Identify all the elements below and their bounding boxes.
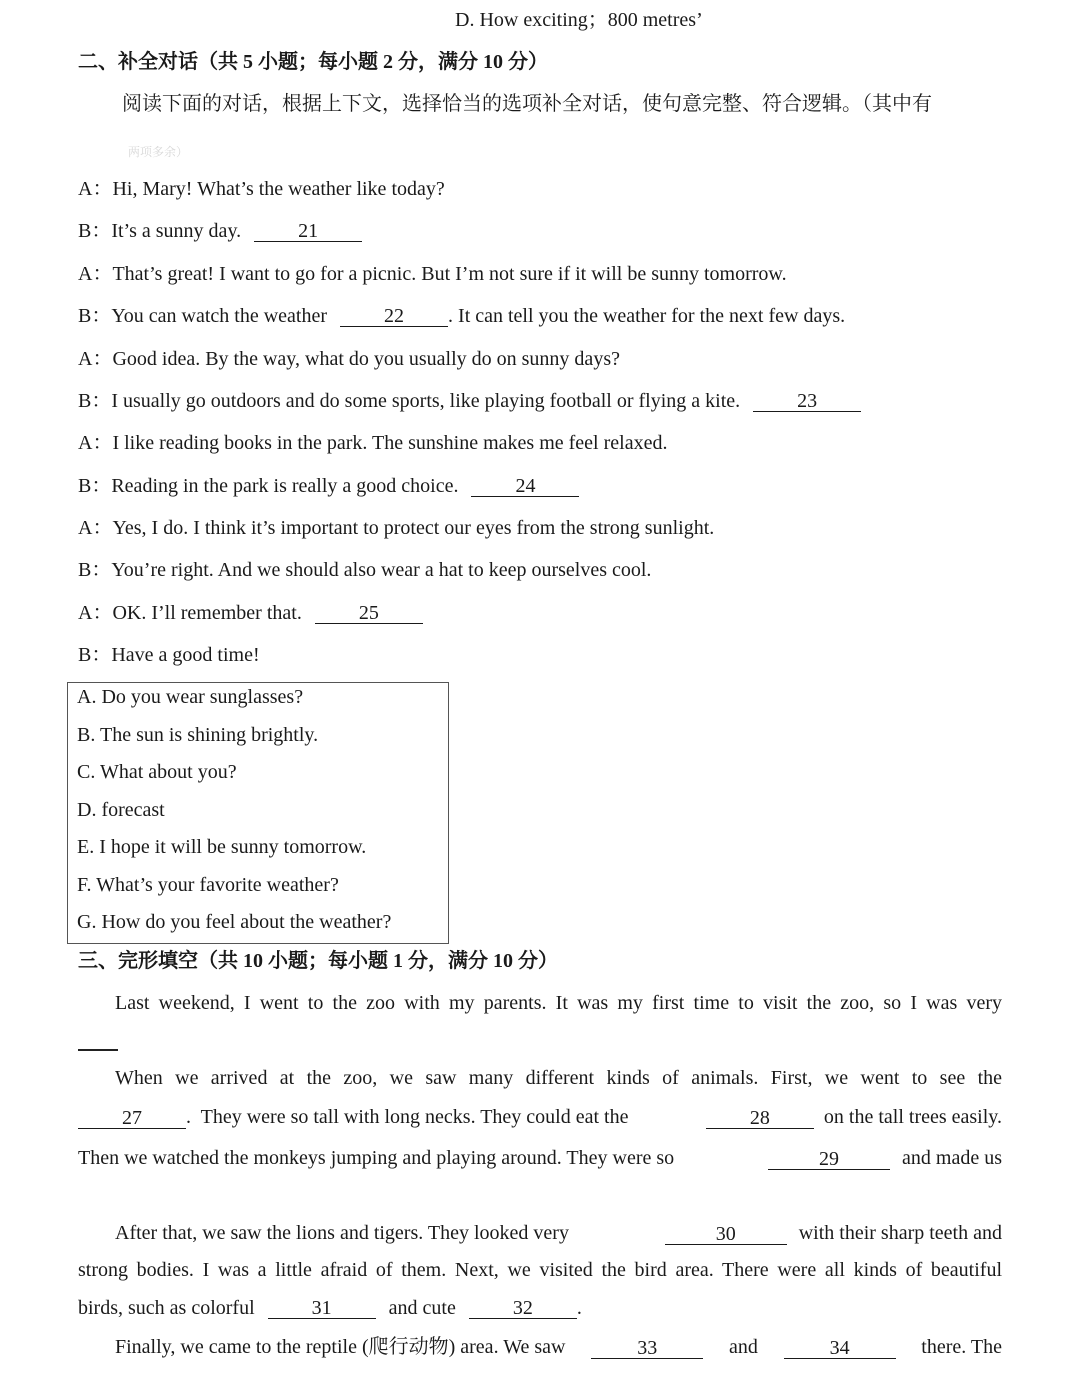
section-2-instruction-faded: 两项多余） <box>128 145 189 159</box>
section-2-instruction: 阅读下面的对话，根据上下文，选择恰当的选项补全对话，使句意完整、符合逻辑。（其中有 <box>122 93 932 115</box>
answer-blank-33[interactable]: 33 <box>591 1338 703 1359</box>
dialogue-line-2: B：It’s a sunny day. 21 <box>78 219 362 243</box>
options-box <box>67 682 449 944</box>
option-b: B. The sun is shining brightly. <box>77 724 319 746</box>
dialogue-line-11: A：OK. I’ll remember that. 25 <box>78 601 423 625</box>
cloze-blank-26-stub <box>78 1049 118 1051</box>
answer-blank-30[interactable]: 30 <box>665 1224 787 1245</box>
option-g: G. How do you feel about the weather? <box>77 911 392 933</box>
cloze-paragraph-2-line-1: When we arrived at the zoo, we saw many different kinds of animals. First, we went to see the <box>115 1067 1002 1089</box>
dialogue-line-9: A：Yes, I do. I think it’s important to protect our eyes from the strong sunlight. <box>78 517 715 539</box>
answer-blank-29[interactable]: 29 <box>768 1149 890 1170</box>
dialogue-line-10: B：You’re right. And we should also wear a hat to keep ourselves cool. <box>78 559 652 581</box>
cloze-paragraph-3-line-1: After that, we saw the lions and tigers. They looked very 30 with their sharp teeth and <box>115 1222 1002 1245</box>
dialogue-line-8: B：Reading in the park is really a good choice. 24 <box>78 474 579 498</box>
dialogue-line-12: B：Have a good time! <box>78 644 260 666</box>
answer-blank-32[interactable]: 32 <box>469 1298 577 1319</box>
option-d: D. forecast <box>77 799 165 821</box>
section-2-heading: 二、补全对话（共 5 小题；每小题 2 分，满分 10 分） <box>78 51 548 73</box>
cloze-paragraph-2-line-2: 27 . They were so tall with long necks. They could eat the 28 on the tall trees easily. <box>78 1105 1002 1129</box>
answer-blank-28[interactable]: 28 <box>706 1108 814 1129</box>
answer-blank-21[interactable]: 21 <box>254 221 362 242</box>
dialogue-line-5: A：Good idea. By the way, what do you usually do on sunny days? <box>78 348 620 370</box>
cloze-paragraph-3-line-2: strong bodies. I was a little afraid of them. Next, we visited the bird area. There were all kinds of beautiful <box>78 1259 1002 1281</box>
cloze-paragraph-3-line-3: birds, such as colorful 31 and cute 32 . <box>78 1297 582 1319</box>
answer-blank-23[interactable]: 23 <box>753 391 861 412</box>
option-c: C. What about you? <box>77 761 237 783</box>
dialogue-line-6: B：I usually go outdoors and do some sports, like playing football or flying a kite. 23 <box>78 389 861 413</box>
answer-blank-25[interactable]: 25 <box>315 603 423 624</box>
answer-blank-27[interactable]: 27 <box>78 1108 186 1129</box>
answer-blank-34[interactable]: 34 <box>784 1338 896 1359</box>
top-option-line: D. How exciting；800 metres’ <box>455 9 703 31</box>
option-f: F. What’s your favorite weather? <box>77 874 339 896</box>
section-3-heading: 三、完形填空（共 10 小题；每小题 1 分，满分 10 分） <box>78 950 558 972</box>
dialogue-line-7: A：I like reading books in the park. The sunshine makes me feel relaxed. <box>78 432 668 454</box>
dialogue-line-3: A：That’s great! I want to go for a picnic. But I’m not sure if it will be sunny tomorrow. <box>78 263 787 285</box>
cloze-paragraph-1: Last weekend, I went to the zoo with my parents. It was my first time to visit the zoo, so I was very <box>115 992 1002 1014</box>
cloze-paragraph-2-line-3: Then we watched the monkeys jumping and playing around. They were so 29 and made us <box>78 1147 1002 1170</box>
dialogue-line-1: A：Hi, Mary! What’s the weather like today? <box>78 178 445 200</box>
option-a: A. Do you wear sunglasses? <box>77 686 304 708</box>
cloze-paragraph-4-line-1: Finally, we came to the reptile (爬行动物) area. We saw 33 and 34 there. The <box>115 1336 1002 1359</box>
answer-blank-22[interactable]: 22 <box>340 306 448 327</box>
dialogue-line-4: B：You can watch the weather 22 . It can tell you the weather for the next few days. <box>78 305 846 327</box>
answer-blank-31[interactable]: 31 <box>268 1298 376 1319</box>
answer-blank-24[interactable]: 24 <box>471 476 579 497</box>
option-e: E. I hope it will be sunny tomorrow. <box>77 836 367 858</box>
